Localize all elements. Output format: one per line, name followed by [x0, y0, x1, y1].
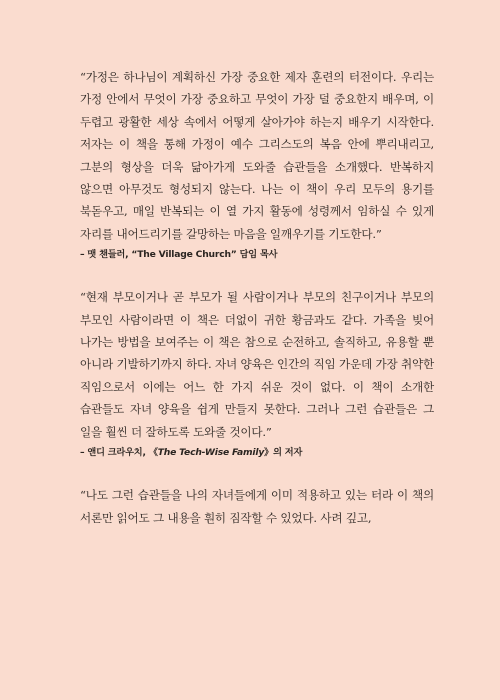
attribution-prefix: – 앤디 크라우치, 《 [80, 447, 158, 459]
attribution-suffix: 》의 저자 [264, 447, 303, 459]
endorsement-2 [80, 286, 434, 460]
endorsement-attribution: – 맷 챈들러, “The Village Church” 담임 목사 [80, 249, 278, 261]
endorsement-quote: “현재 부모이거나 곧 부모가 될 사람이거나 부모의 친구이거나 부모의 부모인 사람이라면 이 책은 더없이 귀한 황금과도 같다. 가족을 빚어 나가는 방법을 보여주는 이 책은 참으로 순전하고, 솔직하고, 유용할 뿐 아니라 기발하기까지 하다. 자녀 양육은 인간의 직임 가운데 가장 취약한 직임으로서 이에는 어느 한 가지 쉬운 것이 없다. 이 책이 소개한 습관들도 자녀 양육을 쉽게 만들지 못한다. 그러나 그런 습관들은 그 일을 훨씬 더 잘하도록 도와줄 것이다.” [80, 290, 434, 439]
endorsement-1 [80, 66, 434, 262]
endorsement-attribution [80, 446, 434, 460]
attribution-book-title: The Tech-Wise Family [157, 447, 265, 459]
endorsement-3 [80, 484, 434, 529]
endorsement-quote: “나도 그런 습관들을 나의 자녀들에게 이미 적용하고 있는 터라 이 책의 서론만 읽어도 그 내용을 훤히 짐작할 수 있었다. 사려 깊고, [80, 488, 434, 525]
endorsement-quote: “가정은 하나님이 계획하신 가장 중요한 제자 훈련의 터전이다. 우리는 가정 안에서 무엇이 가장 중요하고 무엇이 가장 덜 중요한지 배우며, 이 두렵고 광활한 세상 속에서 어떻게 살아가야 하는지 배우기 시작한다. 저자는 이 책을 통해 가정이 예수 그리스도의 복음 안에 뿌리내리고, 그분의 형상을 더욱 닮아가게 도와줄 습관들을 소개했다. 반복하지 않으면 아무것도 형성되지 않는다. 나는 이 책이 우리 모두의 용기를 북돋우고, 매일 반복되는 이 열 가지 활동에 성령께서 임하실 수 있게 자리를 내어드리기를 갈망하는 마음을 일깨우기를 기도한다.” [80, 70, 434, 241]
